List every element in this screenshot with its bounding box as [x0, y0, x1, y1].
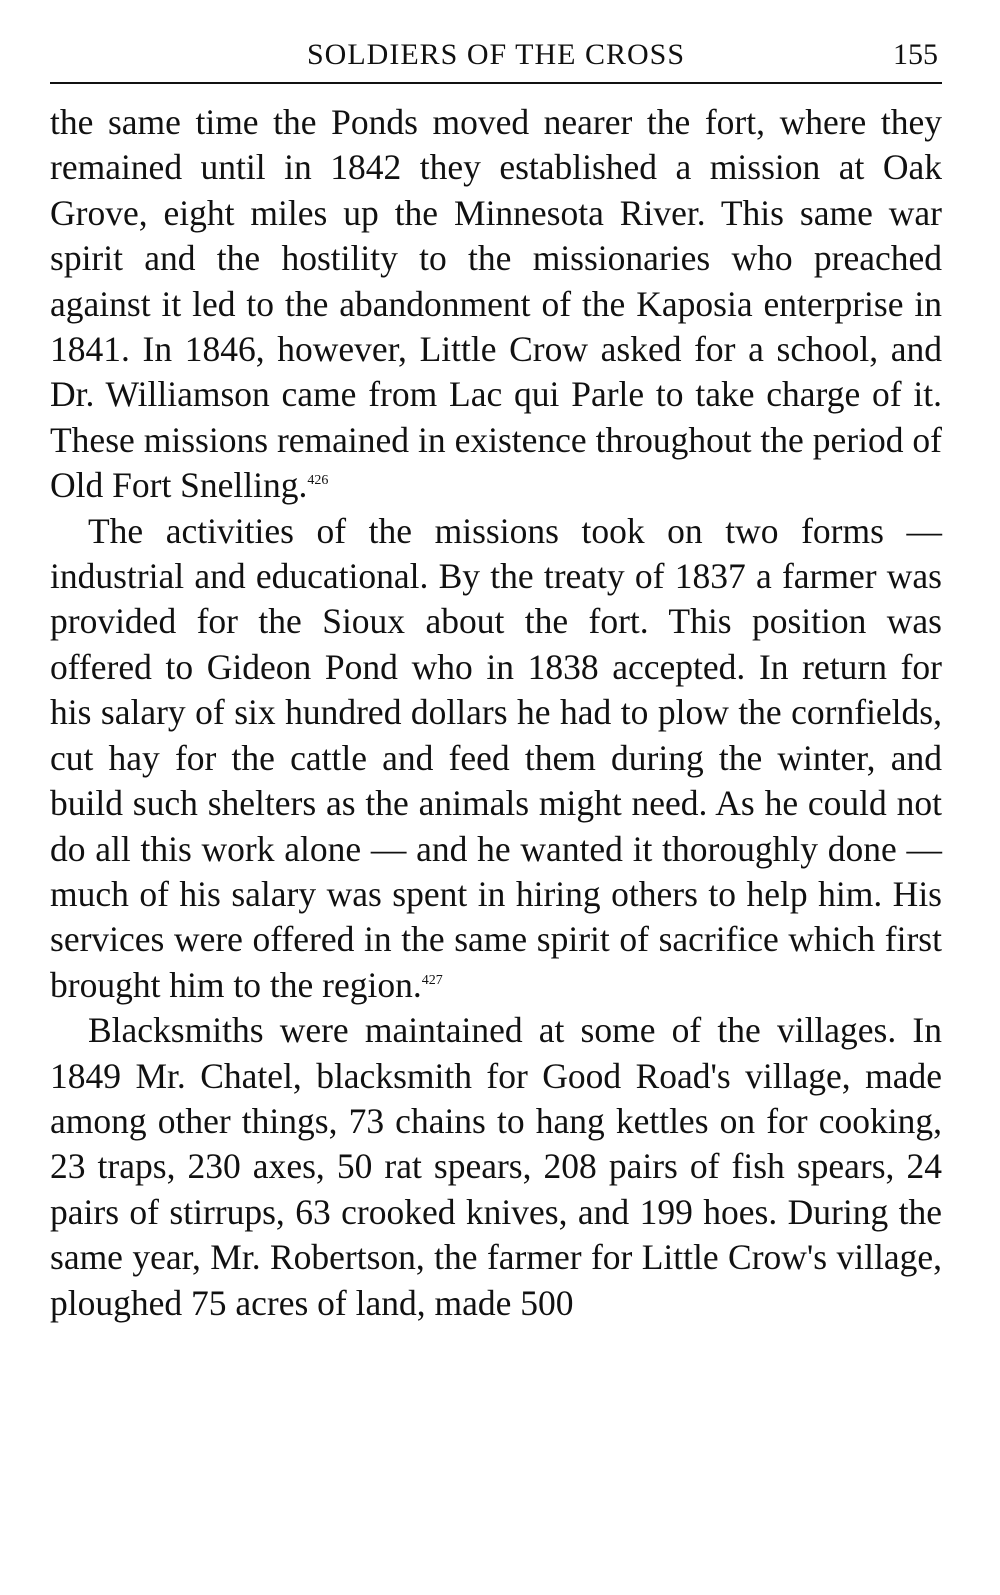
running-head	[50, 32, 942, 84]
book-page	[50, 32, 942, 1326]
paragraph-blacksmiths	[50, 1008, 942, 1326]
footnote-reference: 426	[307, 473, 329, 489]
paragraph-text: the same time the Ponds moved nearer the fort, where they remained until in 1842 they established a mission at Oak Grove, eight miles up the Minnesota River. This same war spirit and the hostility to the missionaries who preached against it led to the abandonment of the Kaposia enterprise in 1841. In 1846, however, Little Crow asked for a school, and Dr. Williamson came from Lac qui Parle to take charge of it. These missions remained in existence throughout the period of Old Fort Snelling.	[50, 102, 942, 506]
paragraph-text: Blacksmiths were maintained at some of the villages. In 1849 Mr. Chatel, blacksmith for Good Road's village, made among other things, 73 chains to hang kettles on for cooking, 23 traps, 230 axes, 50 rat spears, 208 pairs of fish spears, 24 pairs of stirrups, 63 crooked knives, and 199 hoes. During the same year, Mr. Robertson, the farmer for Little Crow's village, ploughed 75 acres of land, made 500	[50, 1010, 942, 1323]
body-text	[50, 100, 942, 1326]
footnote-reference: 427	[421, 972, 443, 988]
paragraph-text: The activities of the missions took on two forms — industrial and educational. By the treaty of 1837 a farmer was provided for the Sioux about the fort. This position was offered to Gideon Pond who in 1838 accepted. In return for his salary of six hundred dollars he had to plow the cornfields, cut hay for the cattle and feed them during the winter, and build such shelters as the animals might need. As he could not do all this work alone — and he wanted it thoroughly done — much of his salary was spent in hiring others to help him. His services were offered in the same spirit of sacrifice which first brought him to the region.	[50, 510, 942, 1005]
running-title: SOLDIERS OF THE CROSS	[306, 38, 686, 71]
page-number: 155	[893, 38, 938, 71]
paragraph-continuation	[50, 100, 942, 509]
paragraph-missions-activities	[50, 509, 942, 1008]
